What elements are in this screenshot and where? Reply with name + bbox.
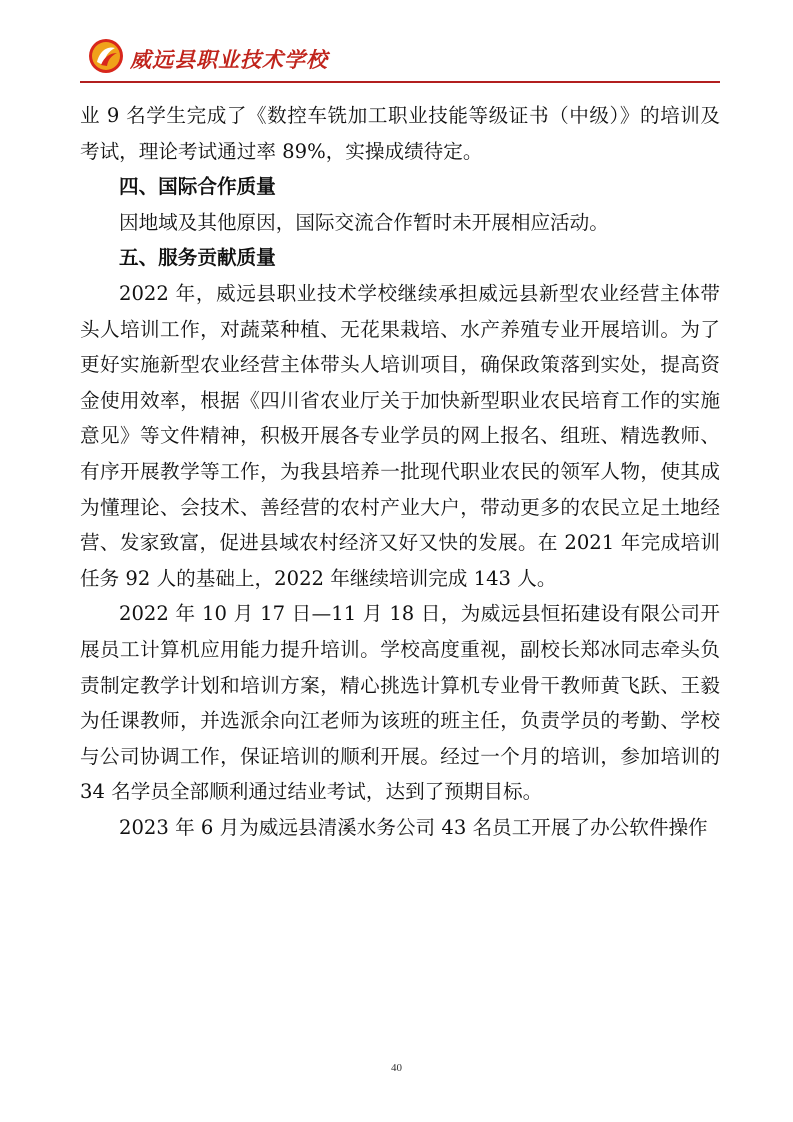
page-number: 40 (391, 1062, 402, 1074)
page-header (80, 36, 720, 82)
school-name: 威远县职业技术学校 (130, 48, 328, 72)
body-paragraph: 业 9 名学生完成了《数控车铣加工职业技能等级证书（中级）》的培训及考试，理论考试通过率 89%，实操成绩待定。 (80, 104, 720, 163)
school-logo-icon (88, 38, 124, 74)
document-body (80, 98, 720, 845)
body-paragraph: 2023 年 6 月为威远县清溪水务公司 43 名员工开展了办公软件操作 (119, 815, 708, 839)
header-rule (80, 81, 720, 83)
body-paragraph: 2022 年，威远县职业技术学校继续承担威远县新型农业经营主体带头人培训工作，对蔬菜种植、无花果栽培、水产养殖专业开展培训。为了更好实施新型农业经营主体带头人培训项目，确保政策落到实处，提高资金使用效率，根据《四川省农业厅关于加快新型职业农民培育工作的实施意见》等文件精神，积极开展各专业学员的网上报名、组班、精选教师、有序开展教学等工作，为我县培养一批现代职业农民的领军人物，使其成为懂理论、会技术、善经营的农村产业大户，带动更多的农民立足土地经营、发家致富，促进县域农村经济又好又快的发展。在 2021 年完成培训任务 92 人的基础上，2022 年继续培训完成 143 人。 (80, 281, 720, 590)
body-paragraph: 2022 年 10 月 17 日—11 月 18 日，为威远县恒拓建设有限公司开展员工计算机应用能力提升培训。学校高度重视，副校长郑冰同志牵头负责制定教学计划和培训方案，精心挑选计算机专业骨干教师黄飞跃、王毅为任课教师，并选派余向江老师为该班的班主任，负责学员的考勤、学校与公司协调工作，保证培训的顺利开展。经过一个月的培训，参加培训的 34 名学员全部顺利通过结业考试，达到了预期目标。 (80, 602, 720, 804)
section-heading: 五、服务贡献质量 (119, 246, 276, 270)
body-paragraph: 因地域及其他原因，国际交流合作暂时未开展相应活动。 (119, 210, 609, 234)
section-heading: 四、国际合作质量 (119, 175, 276, 199)
